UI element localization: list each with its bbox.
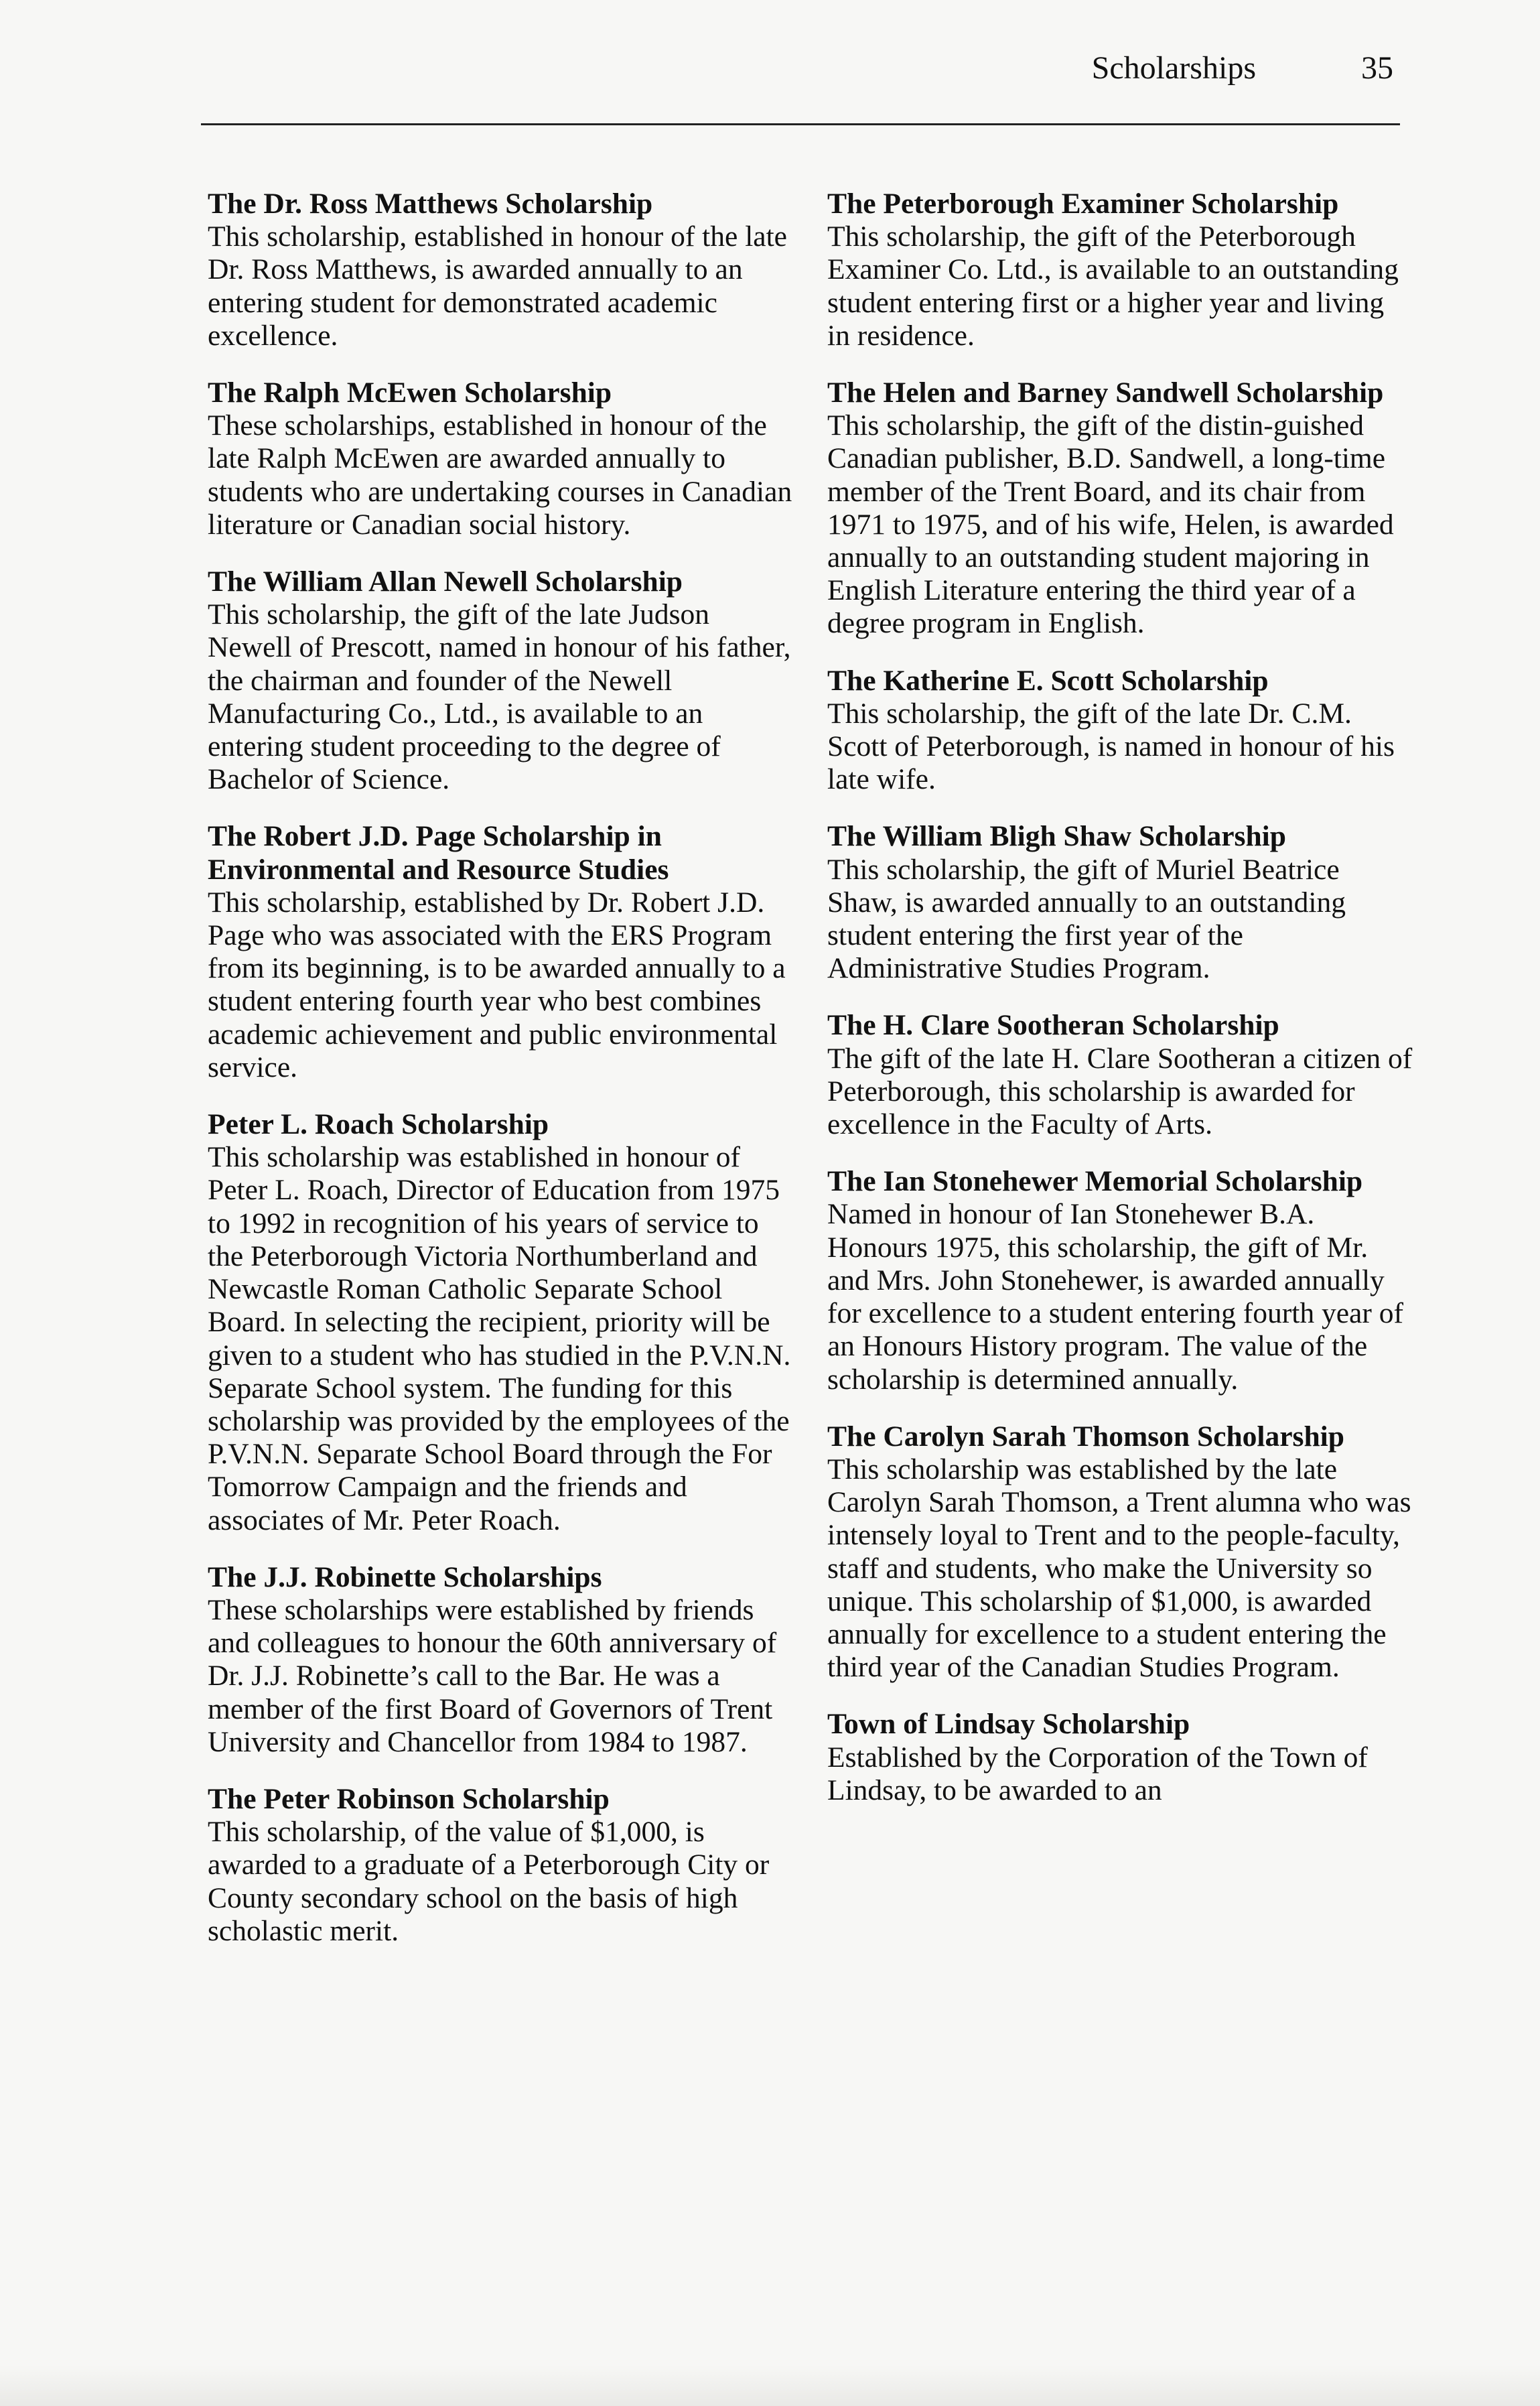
scholarship-title: The Ian Stonehewer Memorial Scholarship [827, 1165, 1363, 1198]
scholarship-description: This scholarship, the gift of the distin-guished Canadian publisher, B.D. Sandwell, a long-time member of the Trent Board, and its chair from 1971 to 1975, and of his wife, Helen, is awarded annually to an outstanding student majoring in English Literature entering the third year of a degree program in English. [827, 409, 1394, 640]
scholarship-title: The William Bligh Shaw Scholarship [827, 820, 1286, 853]
scholarship-description: This scholarship, the gift of the late Dr. C.M. Scott of Peterborough, is named in honour of his late wife. [827, 697, 1395, 796]
scholarship-title: The Dr. Ross Matthews Scholarship [208, 188, 653, 220]
scholarship-entry [208, 377, 797, 541]
scholarship-entry [208, 1108, 797, 1537]
scholarship-title: The J.J. Robinette Scholarships [208, 1560, 602, 1593]
scholarship-description: This scholarship, the gift of Muriel Beatrice Shaw, is awarded annually to an outstanding student entering the first year of the Administrative Studies Program. [827, 853, 1346, 985]
scholarship-title: The Peterborough Examiner Scholarship [827, 188, 1339, 220]
right-column [827, 188, 1413, 1831]
scholarship-description: Named in honour of Ian Stonehewer B.A. Honours 1975, this scholarship, the gift of Mr. and Mrs. John Stonehewer, is awarded annually for excellence to a student entering fourth year of an Honours History program. The value of the scholarship is determined annually. [827, 1198, 1403, 1396]
scholarship-entry [208, 1561, 797, 1759]
scholarship-title: The William Allan Newell Scholarship [208, 565, 683, 598]
scholarship-title: The Katherine E. Scott Scholarship [827, 664, 1269, 697]
scholarship-entry [827, 1009, 1413, 1141]
header-rule [201, 123, 1400, 125]
scholarship-description: This scholarship, the gift of the Peterborough Examiner Co. Ltd., is available to an outstanding student entering first or a higher year and living in residence. [827, 220, 1399, 352]
scholarship-entry [827, 820, 1413, 985]
scholarship-description: These scholarships, established in honour of the late Ralph McEwen are awarded annually to students who are undertaking courses in Canadian literature or Canadian social history. [208, 409, 792, 541]
scholarship-title: The H. Clare Sootheran Scholarship [827, 1009, 1279, 1042]
scholarship-description: This scholarship was established in honour of Peter L. Roach, Director of Education from 1975 to 1992 in recognition of his years of service to the Peterborough Victoria Northumberland and Newcastle Roman Catholic Separate School Board. In selecting the recipient, priority will be given to a student who has studied in the P.V.N.N. Separate School system. The funding for this scholarship was provided by the employees of the P.V.N.N. Separate School Board through the For Tomorrow Campaign and the friends and associates of Mr. Peter Roach. [208, 1141, 791, 1536]
page-bottom-edge [0, 2365, 1540, 2406]
scholarship-description: These scholarships were established by friends and colleagues to honour the 60th anniversary of Dr. J.J. Robinette’s call to the Bar. He was a member of the first Board of Governors of Trent University and Chancellor from 1984 to 1987. [208, 1593, 777, 1758]
left-column [208, 188, 797, 1972]
scholarship-entry [208, 1783, 797, 1948]
scholarship-entry [208, 565, 797, 796]
scholarship-title: The Carolyn Sarah Thomson Scholarship [827, 1420, 1344, 1453]
scholarship-description: This scholarship, the gift of the late Judson Newell of Prescott, named in honour of his father, the chairman and founder of the Newell Manufacturing Co., Ltd., is available to an entering student proceeding to the degree of Bachelor of Science. [208, 598, 791, 796]
scholarship-title: The Robert J.D. Page Scholarship in Environmental and Resource Studies [208, 820, 669, 886]
scholarship-description: This scholarship, established in honour of the late Dr. Ross Matthews, is awarded annually to an entering student for demonstrated academic excellence. [208, 220, 787, 352]
scholarship-title: The Helen and Barney Sandwell Scholarship [827, 377, 1384, 409]
scholarship-entry [827, 1708, 1413, 1807]
scholarship-entry [827, 1165, 1413, 1396]
scholarship-description: This scholarship, of the value of $1,000, is awarded to a graduate of a Peterborough City or County secondary school on the basis of high scholastic merit. [208, 1816, 770, 1947]
scholarship-entry [827, 1420, 1413, 1684]
scholarship-description: This scholarship, established by Dr. Robert J.D. Page who was associated with the ERS Program from its beginning, is to be awarded annually to a student entering fourth year who best combines academic achievement and public environmental service. [208, 886, 786, 1083]
scholarship-entry [827, 665, 1413, 797]
scholarship-entry [208, 188, 797, 352]
scholarship-description: This scholarship was established by the late Carolyn Sarah Thomson, a Trent alumna who was intensely loyal to Trent and to the people-faculty, staff and students, who make the University so unique. This scholarship of $1,000, is awarded annually for excellence to a student entering the third year of the Canadian Studies Program. [827, 1453, 1411, 1684]
scholarship-title: Town of Lindsay Scholarship [827, 1708, 1190, 1741]
scholarship-entry [208, 820, 797, 1084]
scholarship-title: The Peter Robinson Scholarship [208, 1782, 610, 1815]
scholarship-entry [827, 188, 1413, 352]
scholarship-description: The gift of the late H. Clare Sootheran a citizen of Peterborough, this scholarship is awarded for excellence in the Faculty of Arts. [827, 1042, 1413, 1141]
scholarship-description: Established by the Corporation of the Town of Lindsay, to be awarded to an [827, 1741, 1368, 1806]
page-number: 35 [1361, 50, 1393, 86]
section-title: Scholarships [1091, 50, 1256, 86]
running-header [201, 42, 1400, 95]
scholarship-title: The Ralph McEwen Scholarship [208, 377, 612, 409]
scholarship-title: Peter L. Roach Scholarship [208, 1108, 549, 1141]
scholarship-entry [827, 377, 1413, 641]
